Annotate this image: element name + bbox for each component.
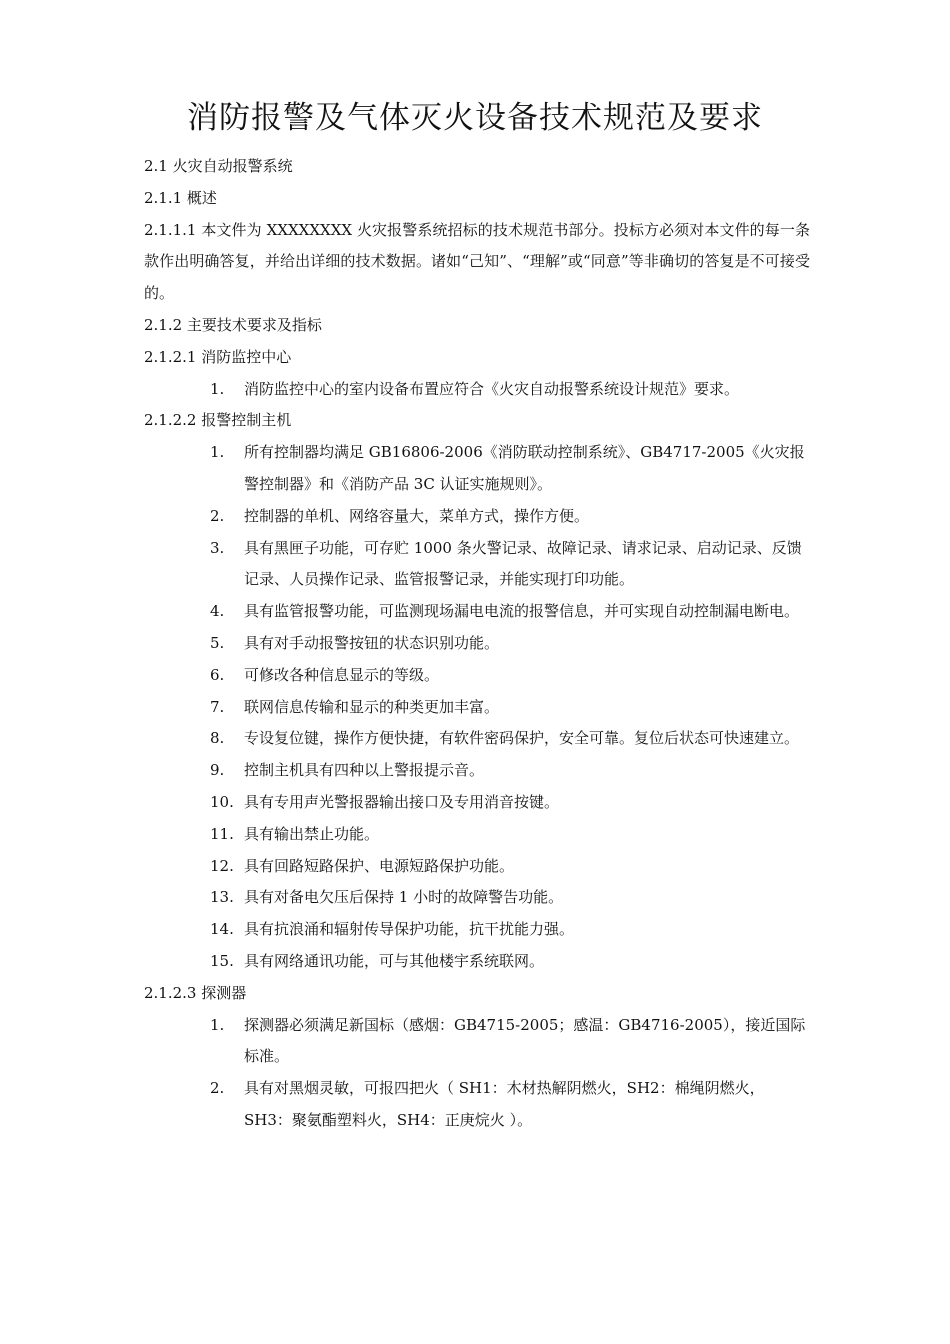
- list-item-text: 可修改各种信息显示的等级。: [244, 665, 440, 684]
- list-item: [210, 374, 810, 406]
- list-item: [210, 660, 810, 692]
- list-item-number: 1.: [210, 443, 225, 462]
- list-item-number: 3.: [210, 538, 225, 557]
- list-item-text: 具有网络通讯功能，可与其他楼宇系统联网。: [244, 951, 545, 970]
- list-item-number: 14.: [210, 920, 234, 939]
- list-item-text: 消防监控中心的室内设备布置应符合《火灾自动报警系统设计规范》要求。: [244, 379, 740, 398]
- list-detectors: [210, 1010, 810, 1137]
- list-item-number: 9.: [210, 761, 225, 780]
- list-item-text: 具有回路短路保护、电源短路保护功能。: [244, 856, 515, 875]
- list-item-number: 2.: [210, 506, 225, 525]
- list-item-text: 具有抗浪涌和辐射传导保护功能，抗干扰能力强。: [244, 920, 575, 939]
- list-item: [210, 882, 810, 914]
- list-item: [210, 787, 810, 819]
- list-item-number: 2.: [210, 1079, 225, 1098]
- document-body: [144, 151, 810, 1137]
- list-item-number: 8.: [210, 729, 225, 748]
- list-item-number: 6.: [210, 665, 225, 684]
- list-item-number: 12.: [210, 856, 234, 875]
- list-item-number: 11.: [210, 824, 234, 843]
- list-item: [210, 914, 810, 946]
- section-heading-2-1-2-2: 2.1.2.2 报警控制主机: [144, 411, 292, 430]
- paragraph-2-1-1-1: 2.1.1.1 本文件为 XXXXXXXX 火灾报警系统招标的技术规范书部分。投标方必须对本文件的每一条款作出明确答复，并给出详细的技术数据。诸如“己知”、“理解”或“同意”等非确切的答复是不可接受的。: [144, 220, 810, 303]
- list-item-number: 15.: [210, 951, 234, 970]
- list-item-number: 1.: [210, 379, 225, 398]
- list-item-number: 1.: [210, 1015, 225, 1034]
- list-item: [210, 946, 810, 978]
- list-item-number: 5.: [210, 633, 225, 652]
- list-item-text: 具有对黑烟灵敏，可报四把火（ SH1：木材热解阴燃火，SH2：棉绳阴燃火，SH3：聚氨酯塑料火，SH4：正庚烷火 ）。: [244, 1079, 765, 1129]
- list-item: [210, 755, 810, 787]
- document-title: 消防报警及气体灭火设备技术规范及要求: [187, 100, 763, 136]
- list-item-text: 具有黑匣子功能，可存贮 1000 条火警记录、故障记录、请求记录、启动记录、反馈记录、人员操作记录、监管报警记录，并能实现打印功能。: [244, 538, 802, 589]
- list-item: [210, 723, 810, 755]
- list-item: [210, 1010, 810, 1074]
- list-item: [210, 692, 810, 724]
- list-item-text: 具有对备电欠压后保持 1 小时的故障警告功能。: [244, 888, 564, 907]
- list-control-host: [210, 437, 810, 978]
- list-item-text: 专设复位键，操作方便快捷，有软件密码保护，安全可靠。复位后状态可快速建立。: [244, 729, 800, 748]
- list-item-text: 具有专用声光警报器输出接口及专用消音按键。: [244, 792, 560, 811]
- list-item-number: 7.: [210, 697, 225, 716]
- list-item: [210, 628, 810, 660]
- section-heading-2-1: 2.1 火灾自动报警系统: [144, 157, 293, 175]
- list-monitoring-center: [210, 374, 810, 406]
- list-item-text: 具有对手动报警按钮的状态识别功能。: [244, 633, 500, 652]
- list-item: [210, 533, 810, 597]
- list-item: [210, 1073, 810, 1137]
- section-heading-2-1-2-3: 2.1.2.3 探测器: [144, 983, 247, 1002]
- list-item-text: 联网信息传输和显示的种类更加丰富。: [244, 697, 500, 716]
- section-heading-2-1-1: 2.1.1 概述: [144, 188, 217, 207]
- section-heading-2-1-2-1: 2.1.2.1 消防监控中心: [144, 347, 292, 366]
- list-item: [210, 437, 810, 501]
- list-item: [210, 501, 810, 533]
- list-item: [210, 851, 810, 883]
- list-item-number: 10.: [210, 792, 234, 811]
- list-item: [210, 596, 810, 628]
- list-item-text: 控制器的单机、网络容量大，菜单方式，操作方便。: [244, 506, 590, 525]
- list-item-text: 具有输出禁止功能。: [244, 824, 380, 843]
- list-item-text: 探测器必须满足新国标（感烟：GB4715-2005；感温：GB4716-2005），接近国际标准。: [244, 1015, 806, 1066]
- section-heading-2-1-2: 2.1.2 主要技术要求及指标: [144, 315, 322, 334]
- list-item-number: 13.: [210, 888, 234, 907]
- list-item-text: 所有控制器均满足 GB16806-2006《消防联动控制系统》、GB4717-2005《火灾报警控制器》和《消防产品 3C 认证实施规则》。: [244, 443, 805, 493]
- list-item-text: 控制主机具有四种以上警报提示音。: [244, 761, 485, 780]
- list-item: [210, 819, 810, 851]
- list-item-number: 4.: [210, 602, 225, 621]
- list-item-text: 具有监管报警功能，可监测现场漏电电流的报警信息，并可实现自动控制漏电断电。: [244, 602, 800, 621]
